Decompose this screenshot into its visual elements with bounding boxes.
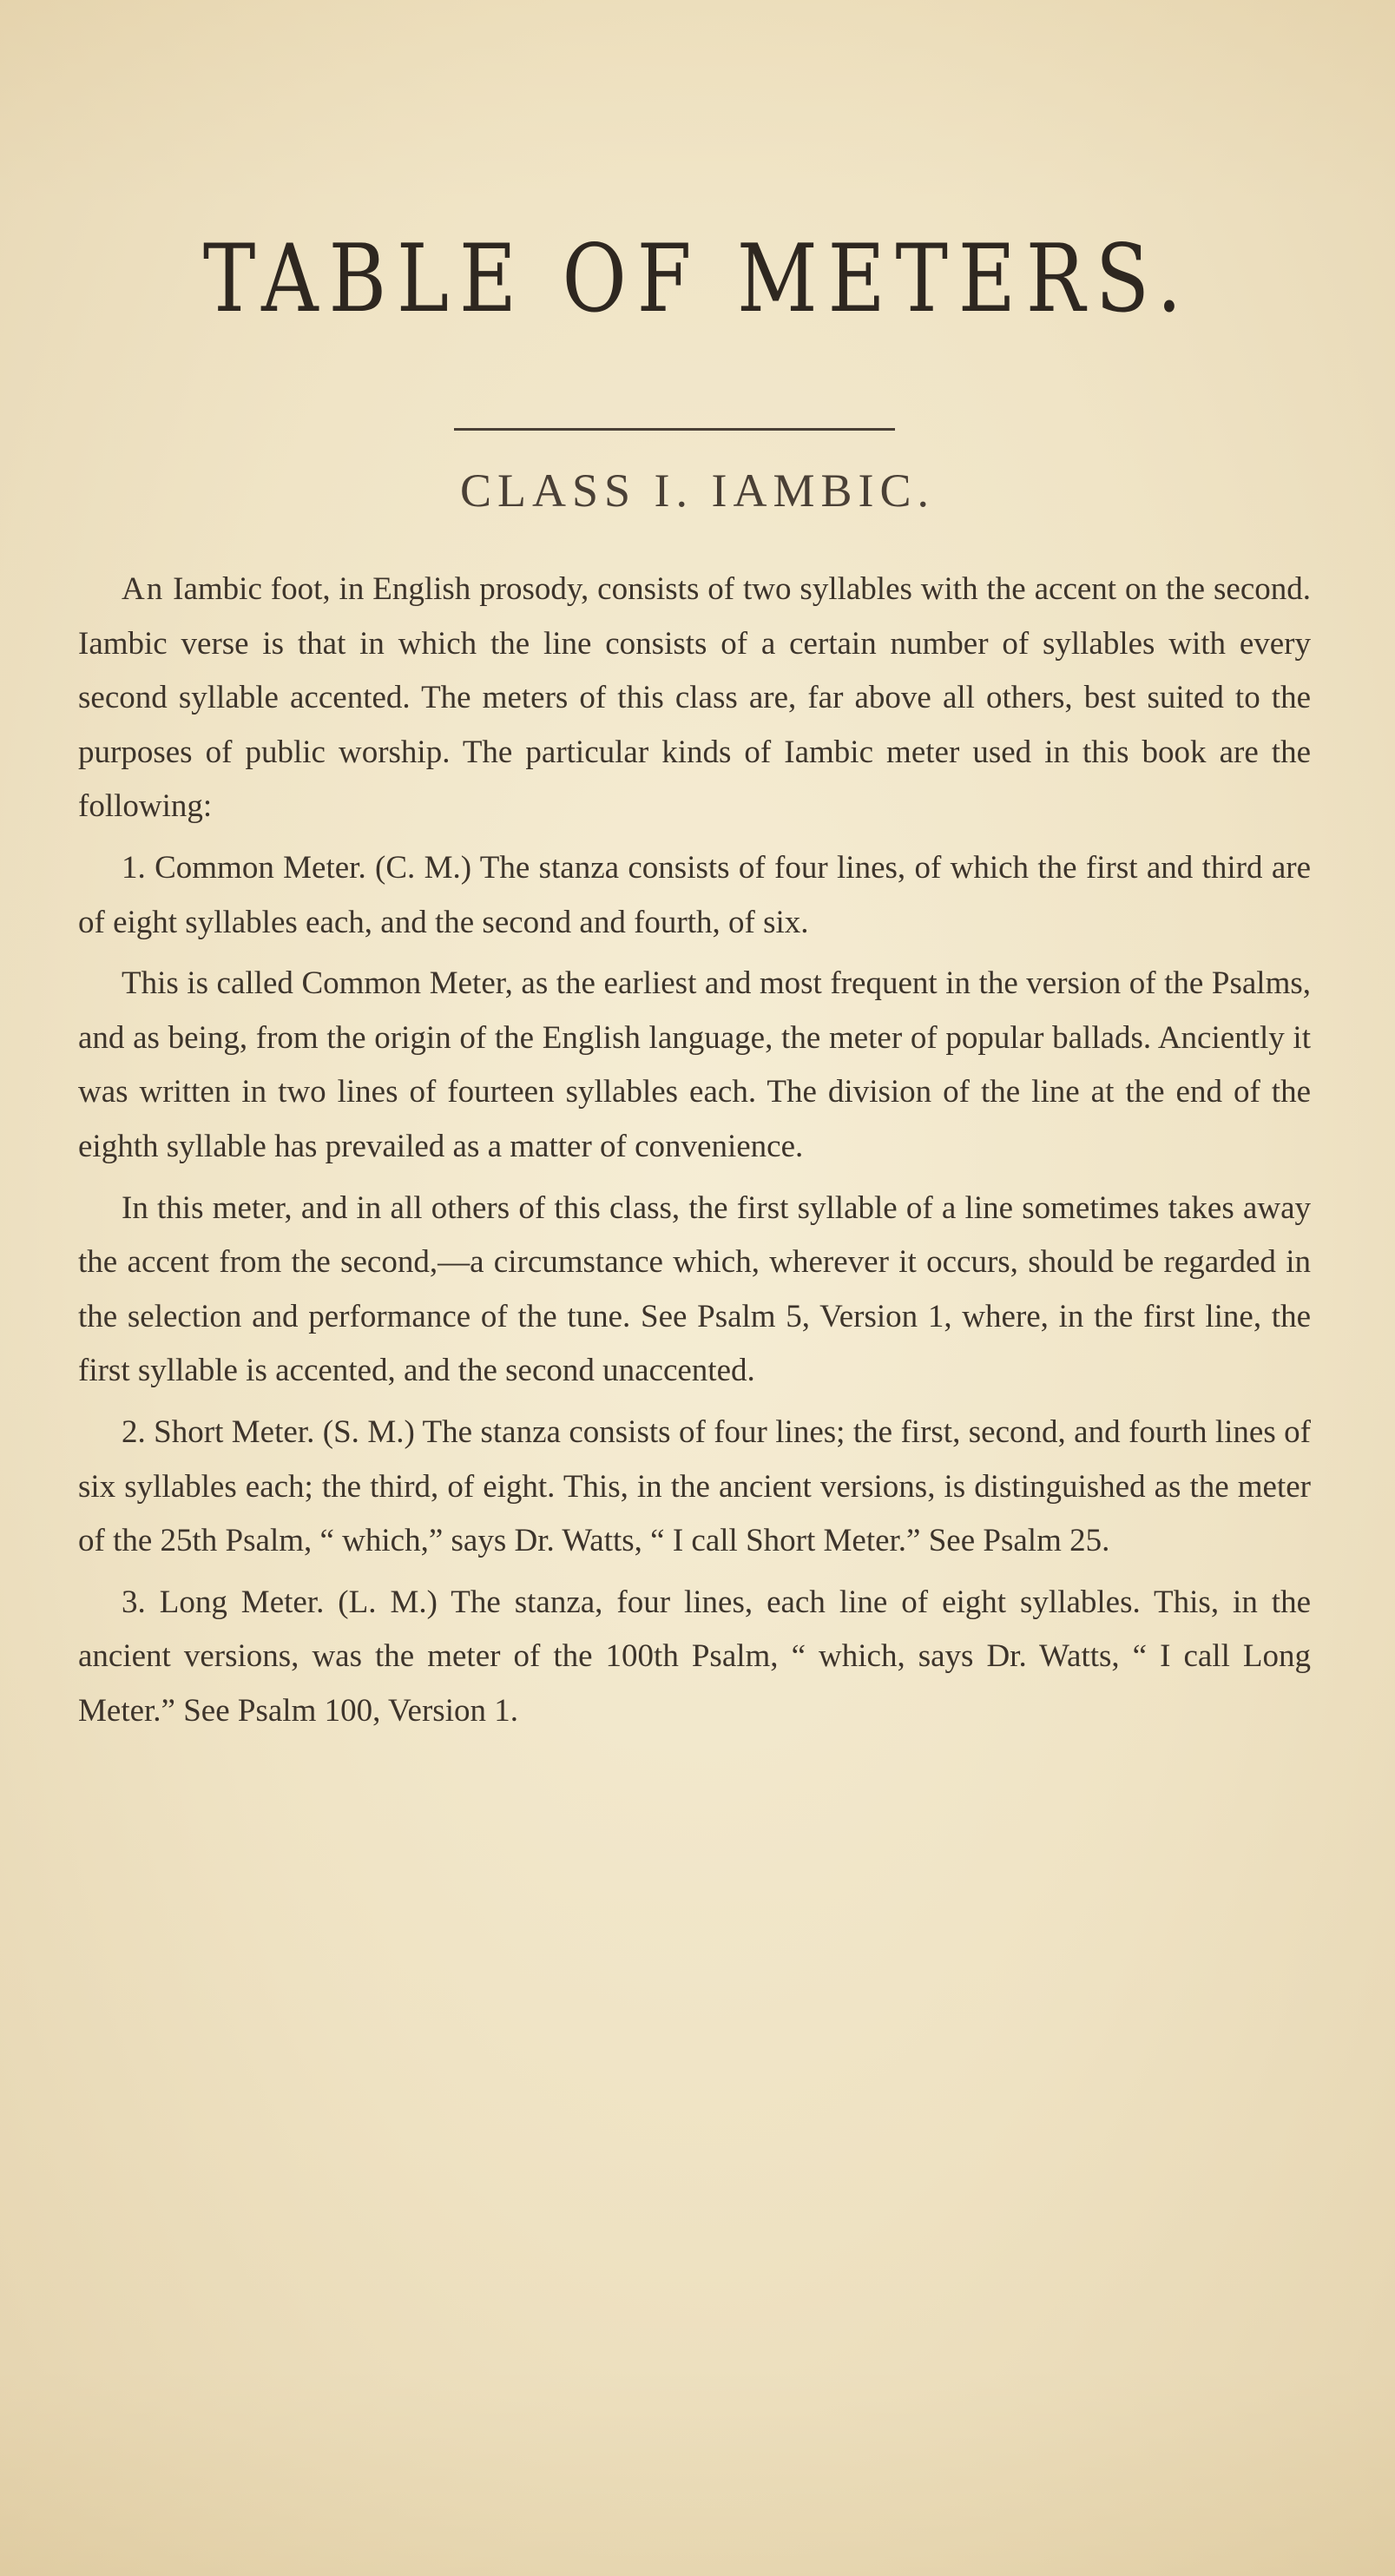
body-text (78, 563, 1311, 1745)
paragraph-lead: An (122, 571, 165, 607)
paragraph-text: 2. Short Meter. (S. M.) The stanza consists of four lines; the first, second, and fourth lines of six syllables each; the third, of eight. This, in the ancient versions, is distinguished as the meter of the 25th Psalm, “ which,” says Dr. Watts, “ I call Short Meter.” See Psalm 25. (78, 1413, 1311, 1559)
paragraph-common-meter-history (78, 957, 1311, 1174)
paragraph-short-meter (78, 1406, 1311, 1569)
paragraph-intro (78, 563, 1311, 834)
paragraph-text: Iambic foot, in English prosody, consists of two syllables with the accent on the second. Iambic verse is that in which the line consists of a certain number of syllables with every second syllable accented. The meters of this class are, far above all others, best suited to the purposes of public worship. The particular kinds of Iambic meter used in this book are the following: (78, 571, 1311, 825)
paragraph-common-meter (78, 841, 1311, 950)
paragraph-text: This is called Common Meter, as the earliest and most frequent in the version of the Psalms, and as being, from the origin of the English language, the meter of popular ballads. Anciently it was written in two lines of fourteen syllables each. The division of the line at the end of the eighth syllable has prevailed as a matter of convenience. (78, 965, 1311, 1164)
class-heading: CLASS I. IAMBIC. (459, 464, 936, 517)
paragraph-long-meter (78, 1576, 1311, 1739)
title-divider (454, 428, 895, 431)
paragraph-text: In this meter, and in all others of this class, the first syllable of a line sometimes takes away the accent from the second,—a circumstance which, wherever it occurs, should be regarded in the selection and performance of the tune. See Psalm 5, Version 1, where, in the first line, the first syllable is accented, and the second unaccented. (78, 1189, 1311, 1389)
page-title: TABLE OF METERS. (202, 225, 1193, 333)
paragraph-text: 1. Common Meter. (C. M.) The stanza consists of four lines, of which the first and third are of eight syllables each, and the second and fourth, of six. (78, 849, 1311, 940)
paragraph-text: 3. Long Meter. (L. M.) The stanza, four lines, each line of eight syllables. This, in the ancient versions, was the meter of the 100th Psalm, “ which, says Dr. Watts, “ I call Long Meter.” See Psalm 100, Version 1. (78, 1584, 1311, 1729)
paragraph-accent-note (78, 1182, 1311, 1399)
